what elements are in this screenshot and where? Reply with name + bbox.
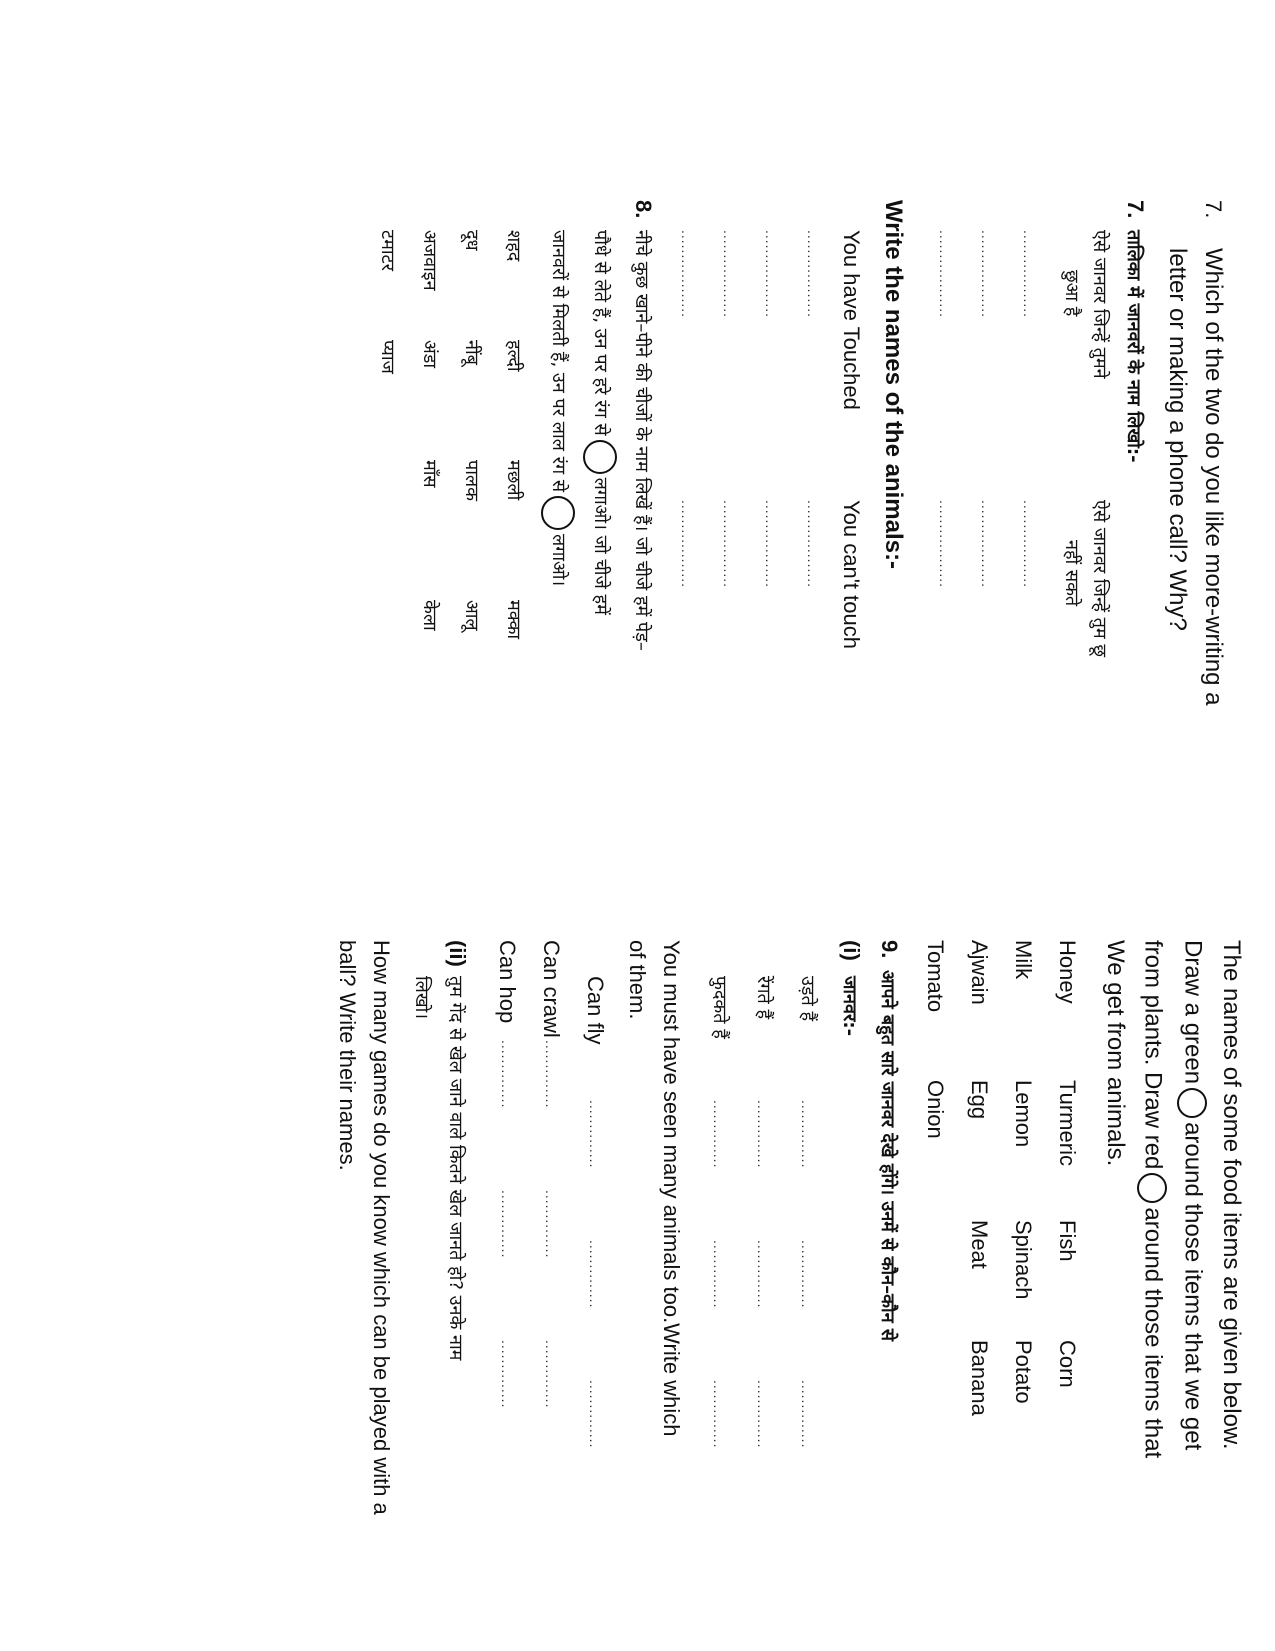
blank-line: .............. bbox=[587, 1240, 603, 1309]
q8e-line3 bbox=[1137, 940, 1167, 1458]
blank-line: .............. bbox=[543, 1040, 559, 1109]
q7h-col1-line2: छुआ है bbox=[1061, 270, 1082, 317]
blank-line: .............. bbox=[543, 1190, 559, 1259]
blank-line: .............. bbox=[799, 1100, 815, 1169]
blank-line: .............. bbox=[755, 1100, 771, 1169]
q7h-col1-line1: ऐसे जानवर जिन्हें तुमने bbox=[1089, 230, 1110, 379]
q9-sub-i: (i) bbox=[839, 940, 864, 961]
blank-line: .............. bbox=[499, 1040, 515, 1109]
blank-line: .............. bbox=[755, 1380, 771, 1449]
q7-text-line2: letter or making a phone call? Why? bbox=[1164, 248, 1191, 631]
q9-en-ii-line2: ball? Write their names. bbox=[335, 940, 360, 1171]
q9-title: आपने बहुत सारे जानवर देखे होंगे। उनमें से कौन–कौन से bbox=[877, 970, 898, 1342]
q9-sub-ii: (ii) bbox=[445, 940, 470, 967]
blank-line: .............. bbox=[587, 1380, 603, 1449]
blank-line: .............. bbox=[499, 1190, 515, 1259]
q8-word: आलू bbox=[461, 600, 482, 631]
blank-line: .................. bbox=[1021, 230, 1037, 319]
q8e-word: Spinach bbox=[1011, 1220, 1036, 1300]
q8-word: टमाटर bbox=[377, 230, 398, 271]
q8-word: मक्का bbox=[503, 600, 524, 640]
q8-word: केला bbox=[419, 600, 440, 631]
q8e-word: Egg bbox=[967, 1080, 992, 1120]
green-circle-icon bbox=[1177, 1088, 1207, 1118]
q8e-word: Tomato bbox=[923, 940, 948, 1013]
q8-line2-b: लगाओ। जो चीजे हमें bbox=[590, 477, 611, 615]
blank-line: .............. bbox=[711, 1240, 727, 1309]
q8-word: माँस bbox=[419, 460, 440, 488]
q9-en-ii-line1-a: How many games do you know which bbox=[369, 940, 394, 1309]
q8e-line1: The names of some food items are given below. bbox=[1218, 940, 1245, 1450]
q8-line1: नीचे कुछ खाने–पीने की चीजों के नाम लिखें हैं। जो चीजे हमें पेड़– bbox=[631, 230, 652, 651]
q7-number: 7. bbox=[1201, 200, 1226, 219]
q8e-word: Potato bbox=[1011, 1340, 1036, 1404]
blank-line: .................. bbox=[979, 230, 995, 319]
q8-word: शहद bbox=[503, 230, 524, 262]
q7h-col2-line1: ऐसे जानवर जिन्हें तुम छू bbox=[1089, 500, 1110, 657]
q8e-word: Milk bbox=[1011, 940, 1036, 980]
q8e-line2-b: around those items that we get bbox=[1179, 1122, 1207, 1451]
q9-row-hi: फुदकते हैं bbox=[709, 976, 730, 1039]
blank-line: .............. bbox=[711, 1100, 727, 1169]
green-circle-icon bbox=[583, 440, 617, 474]
q8-number: 8. bbox=[631, 200, 656, 219]
blank-line: .............. bbox=[711, 1380, 727, 1449]
q8e-line2 bbox=[1177, 940, 1207, 1450]
q7h-col2-line2: नहीं सकते bbox=[1061, 540, 1082, 607]
q8e-word: Ajwain bbox=[967, 940, 992, 1005]
q8-word: पालक bbox=[461, 460, 482, 501]
q9-en-ii-line1-c: with a bbox=[369, 1457, 394, 1515]
blank-line: .................. bbox=[679, 500, 695, 589]
q7e-col1: You have Touched bbox=[839, 230, 864, 410]
q8e-line2-a: Draw a green bbox=[1179, 940, 1207, 1085]
q8-word: अजवाइन bbox=[419, 230, 440, 291]
blank-line: .................. bbox=[763, 230, 779, 319]
q8e-word: Corn bbox=[1055, 1340, 1080, 1388]
q8-line3 bbox=[541, 230, 575, 586]
right-column bbox=[0, 940, 1275, 1515]
blank-line: .............. bbox=[543, 1340, 559, 1409]
q9-row-en: Can hop bbox=[495, 940, 520, 1024]
q9-row-hi: उड़ते हैं bbox=[797, 976, 818, 1022]
q7e-col2: You can't touch bbox=[839, 500, 864, 649]
q9-en-ii-line1-b: can be played bbox=[369, 1314, 394, 1452]
q9-en-ii-line1 bbox=[367, 940, 395, 1515]
blank-line: .................. bbox=[979, 500, 995, 589]
q8-word: नींबू bbox=[461, 340, 482, 365]
blank-line: .................. bbox=[721, 230, 737, 319]
q7h-number: 7. bbox=[1123, 200, 1148, 219]
q8e-word: Onion bbox=[923, 1080, 948, 1139]
blank-line: .................. bbox=[805, 230, 821, 319]
blank-line: .............. bbox=[799, 1240, 815, 1309]
blank-line: .................. bbox=[937, 230, 953, 319]
q9-sub-i-label: जानवर:- bbox=[839, 976, 860, 1037]
q9-row-hi: रेंगते हैं bbox=[753, 976, 774, 1020]
blank-line: .............. bbox=[755, 1240, 771, 1309]
q8-word: हल्दी bbox=[503, 340, 524, 372]
q9-en-line1: You must have seen many animals too.Write which bbox=[659, 940, 684, 1437]
q8-word: मछली bbox=[503, 460, 524, 501]
blank-line: .............. bbox=[499, 1340, 515, 1409]
blank-line: .................. bbox=[763, 500, 779, 589]
q8-line2-a: पौधे से लेते हैं, उन पर हरे रंग से bbox=[590, 230, 611, 436]
q8-line3-a: जानवरों से मिलती हैं, उन पर लाल रंग से bbox=[548, 230, 569, 492]
red-circle-icon bbox=[541, 496, 575, 530]
q8e-line3-a: from plants. Draw red bbox=[1139, 940, 1167, 1170]
q7-text-line1: Which of the two do you like more-writing a bbox=[1200, 248, 1227, 706]
q9-sub-ii-line1: तुम गेंद से खेल जाने वाले कितने खेल जानते हो? उनके नाम bbox=[445, 976, 466, 1361]
left-column bbox=[0, 200, 1275, 820]
q9-row-en: Can crawl bbox=[539, 940, 564, 1038]
blank-line: .............. bbox=[799, 1380, 815, 1449]
q8e-line3-b: around those items that bbox=[1139, 1207, 1167, 1459]
q9-number: 9. bbox=[877, 940, 902, 959]
q8-word: दूध bbox=[461, 230, 482, 251]
q9-row-en: Can fly bbox=[583, 976, 608, 1045]
q8-line2 bbox=[583, 230, 617, 615]
q9-sub-ii-line2: लिखो। bbox=[411, 976, 432, 1020]
blank-line: .................. bbox=[679, 230, 695, 319]
q8e-word: Fish bbox=[1055, 1220, 1080, 1262]
q8e-word: Banana bbox=[967, 1340, 992, 1416]
q8-word: प्याज bbox=[377, 340, 398, 374]
q8e-word: Honey bbox=[1055, 940, 1080, 1004]
q8-line3-b: लगाओ। bbox=[548, 534, 569, 587]
blank-line: .................. bbox=[805, 500, 821, 589]
blank-line: .................. bbox=[721, 500, 737, 589]
q8e-word: Meat bbox=[967, 1220, 992, 1269]
q8e-word: Turmeric bbox=[1055, 1080, 1080, 1166]
red-circle-icon bbox=[1137, 1173, 1167, 1203]
q7h-title: तालिका में जानवरों के नाम लिखो:- bbox=[1123, 230, 1144, 463]
q7e-title: Write the names of the animals:- bbox=[880, 200, 907, 569]
q8e-word: Lemon bbox=[1011, 1080, 1036, 1148]
q9-en-line2: of them. bbox=[625, 940, 650, 1020]
q8e-line4: We get from animals. bbox=[1102, 940, 1129, 1167]
q8-word: अंडा bbox=[419, 340, 440, 369]
blank-line: .................. bbox=[937, 500, 953, 589]
blank-line: .................. bbox=[1021, 500, 1037, 589]
blank-line: .............. bbox=[587, 1100, 603, 1169]
